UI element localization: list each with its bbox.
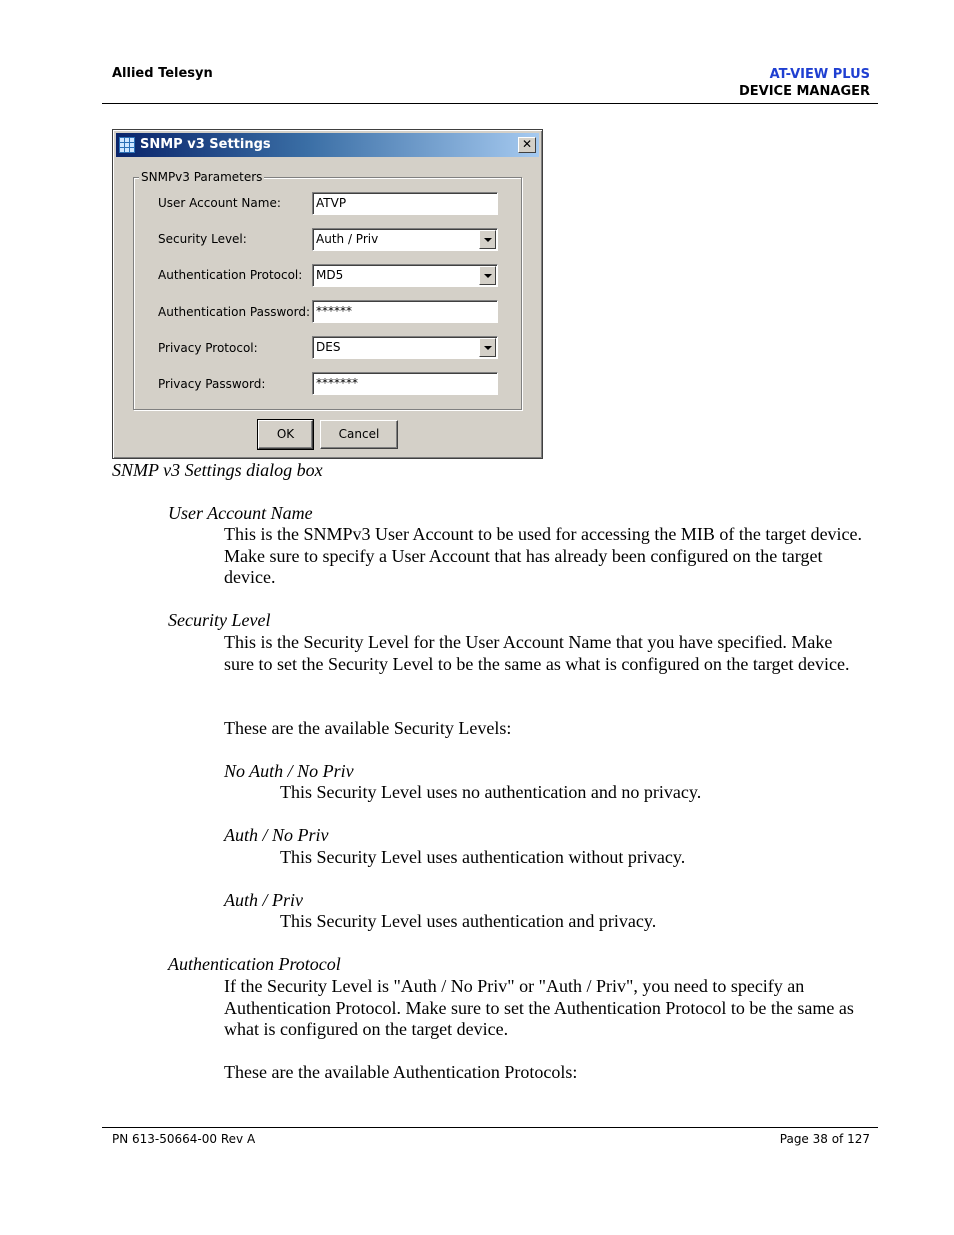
auth-password-input[interactable]: ****** bbox=[312, 300, 498, 323]
cancel-button[interactable]: Cancel bbox=[320, 420, 398, 449]
chevron-down-icon[interactable] bbox=[479, 230, 496, 249]
section-name: DEVICE MANAGER bbox=[738, 84, 870, 99]
dialog-titlebar[interactable] bbox=[116, 133, 539, 157]
close-icon: ✕ bbox=[521, 137, 533, 151]
user-account-name-label: User Account Name: bbox=[158, 196, 281, 210]
chevron-down-icon[interactable] bbox=[479, 338, 496, 357]
security-levels-intro: These are the available Security Levels: bbox=[224, 718, 512, 738]
dialog-title: SNMP v3 Settings bbox=[140, 137, 271, 152]
chevron-down-icon[interactable] bbox=[479, 266, 496, 285]
header-rule bbox=[102, 103, 878, 104]
user-account-name-input[interactable]: ATVP bbox=[312, 192, 498, 215]
term-auth-no-priv: Auth / No Priv bbox=[224, 825, 329, 845]
auth-password-label: Authentication Password: bbox=[158, 305, 310, 319]
term-user-account-name: User Account Name bbox=[168, 503, 313, 523]
grid-icon bbox=[119, 137, 135, 153]
company-name: Allied Telesyn bbox=[112, 66, 213, 81]
snmp-v3-settings-dialog bbox=[112, 129, 543, 459]
user-account-description: This is the SNMPv3 User Account to be used for accessing the MIB of the target device. Make sure to specify a User Account that has already been configured on the target device. bbox=[224, 524, 863, 588]
privacy-protocol-label: Privacy Protocol: bbox=[158, 341, 258, 355]
security-level-select[interactable] bbox=[312, 228, 498, 251]
auth-protocols-intro: These are the available Authentication Protocols: bbox=[224, 1062, 578, 1082]
auth-priv-description: This Security Level uses authentication and privacy. bbox=[280, 911, 657, 931]
term-no-auth-no-priv: No Auth / No Priv bbox=[224, 761, 354, 781]
document-title bbox=[739, 66, 870, 100]
auth-protocol-label: Authentication Protocol: bbox=[158, 268, 303, 282]
close-button[interactable] bbox=[518, 137, 536, 153]
term-auth-priv: Auth / Priv bbox=[224, 890, 303, 910]
security-level-description: This is the Security Level for the User Account Name that you have specified. Make sure to set the Security Level to be the same as what is configured on the target device. bbox=[224, 632, 850, 674]
no-auth-no-priv-description: This Security Level uses no authentication and no privacy. bbox=[280, 782, 702, 802]
footer-rule bbox=[102, 1127, 878, 1128]
privacy-protocol-value: DES bbox=[316, 340, 341, 354]
security-level-label: Security Level: bbox=[158, 232, 247, 246]
auth-protocol-value: MD5 bbox=[316, 268, 344, 282]
auth-protocol-description: If the Security Level is "Auth / No Priv" or "Auth / Priv", you need to specify an Authentication Protocol. Make sure to set the Authentication Protocol to be the same as what is configured on the target device. bbox=[224, 976, 854, 1040]
privacy-protocol-select[interactable] bbox=[312, 336, 498, 359]
product-name: AT-VIEW PLUS bbox=[769, 67, 870, 82]
part-number: PN 613-50664-00 Rev A bbox=[112, 1132, 256, 1146]
page-number: Page 38 of 127 bbox=[779, 1132, 870, 1146]
privacy-password-label: Privacy Password: bbox=[158, 377, 266, 391]
security-level-value: Auth / Priv bbox=[316, 232, 379, 246]
term-authentication-protocol: Authentication Protocol bbox=[168, 954, 341, 974]
figure-caption: SNMP v3 Settings dialog box bbox=[112, 460, 323, 480]
privacy-password-input[interactable]: ******* bbox=[312, 372, 498, 395]
term-security-level: Security Level bbox=[168, 610, 271, 630]
auth-protocol-select[interactable] bbox=[312, 264, 498, 287]
group-label: SNMPv3 Parameters bbox=[141, 170, 263, 184]
ok-button[interactable]: OK bbox=[258, 420, 313, 449]
auth-no-priv-description: This Security Level uses authentication without privacy. bbox=[280, 847, 686, 867]
